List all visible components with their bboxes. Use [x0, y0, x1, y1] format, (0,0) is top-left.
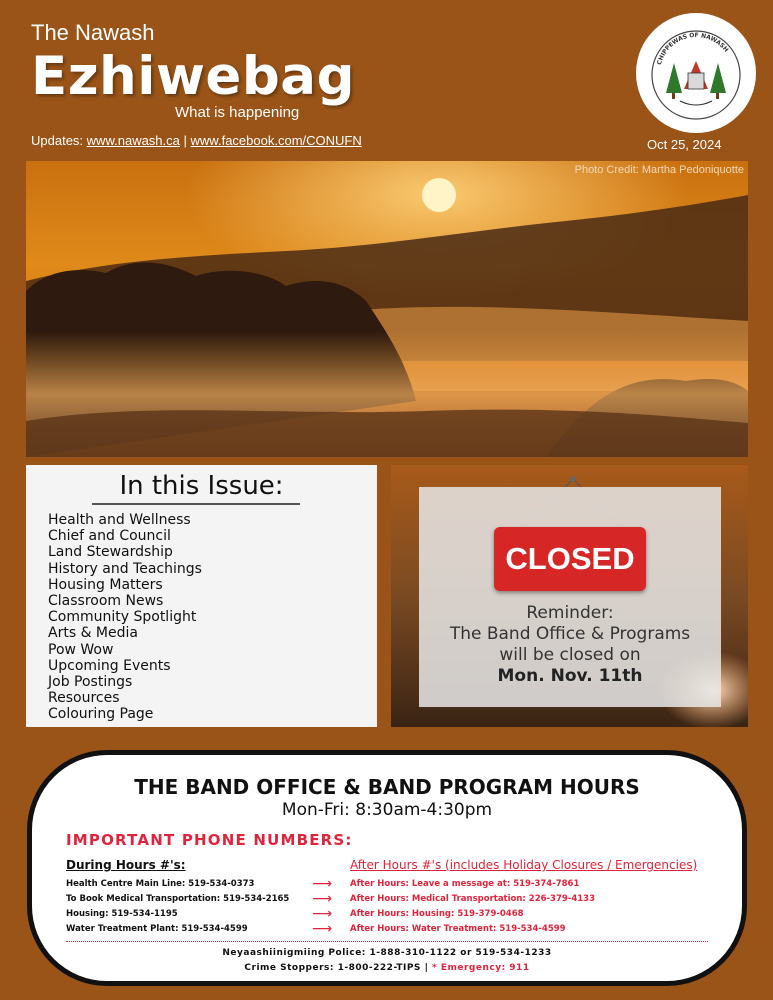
phone-row: [66, 921, 726, 939]
reminder-label: Reminder:: [526, 603, 614, 623]
issue-date: Oct 25, 2024: [647, 137, 722, 152]
list-item: Land Stewardship: [48, 544, 173, 561]
logo-seal-icon: [636, 13, 756, 133]
after-hours-number: After Hours: Leave a message at: 519-374-7861: [350, 879, 580, 889]
police-number: Neyaashiinigmiing Police: 1-888-310-1122 or 519-534-1233: [222, 948, 552, 958]
newsletter-kicker: The Nawash: [31, 20, 155, 45]
in-this-issue-title: In this Issue:: [119, 471, 284, 501]
arrow-right-icon: ⟶: [312, 876, 333, 892]
reminder-line-2: The Band Office & Programs: [449, 624, 691, 644]
after-hours-number: After Hours: Housing: 519-379-0468: [350, 909, 524, 919]
arrow-right-icon: ⟶: [312, 891, 333, 907]
link-separator: |: [183, 133, 187, 148]
phone-numbers-heading: IMPORTANT PHONE NUMBERS:: [66, 831, 353, 849]
arrow-right-icon: ⟶: [312, 906, 333, 922]
during-hours-number: Housing: 519-534-1195: [66, 909, 178, 919]
list-item: Classroom News: [48, 593, 164, 610]
phone-row: [66, 906, 726, 924]
facebook-link[interactable]: www.facebook.com/CONUFN: [190, 133, 362, 148]
reminder-line-3: will be closed on: [499, 645, 641, 665]
list-item: Health and Wellness: [48, 512, 191, 528]
during-hours-heading: During Hours #'s:: [66, 858, 186, 872]
crime-emergency-line: [32, 963, 742, 973]
newsletter-tagline: What is happening: [175, 104, 300, 121]
issue-contents-list: [48, 512, 202, 723]
phone-row: [66, 876, 726, 894]
website-link[interactable]: www.nawash.ca: [86, 133, 180, 148]
closed-reminder-card: [419, 487, 721, 707]
list-item: History and Teachings: [48, 560, 202, 577]
list-item: Housing Matters: [48, 576, 163, 593]
during-hours-number: Water Treatment Plant: 519-534-4599: [66, 924, 248, 934]
closed-sign: CLOSED: [494, 527, 646, 591]
list-item: Resources: [48, 690, 120, 707]
list-item: Pow Wow: [48, 641, 114, 658]
list-item: Arts & Media: [48, 625, 138, 642]
list-item: Upcoming Events: [48, 657, 171, 674]
during-hours-number: Health Centre Main Line: 519-534-0373: [66, 879, 255, 889]
newsletter-title: Ezhiwebag: [31, 46, 356, 107]
during-hours-number: To Book Medical Transportation: 519-534-2165: [66, 894, 290, 904]
list-item: Job Postings: [48, 674, 133, 691]
after-hours-heading: After Hours #'s (includes Holiday Closures / Emergencies): [350, 858, 698, 872]
after-hours-number: After Hours: Water Treatment: 519-534-4599: [350, 924, 566, 934]
hero-sunrise-photo: [26, 161, 748, 457]
list-item: Chief and Council: [48, 528, 171, 545]
closure-date: Mon. Nov. 11th: [497, 666, 643, 686]
chippewas-of-nawash-logo: [636, 13, 756, 133]
in-this-issue-box: [26, 465, 377, 727]
updates-line: [31, 133, 362, 148]
closed-notice-panel: [391, 465, 748, 727]
updates-label: Updates:: [31, 133, 84, 148]
sunrise-landscape-image: [26, 161, 748, 457]
hours-schedule: Mon-Fri: 8:30am-4:30pm: [281, 800, 493, 820]
title-divider: [92, 503, 300, 505]
emergency-number: * Emergency: 911: [432, 963, 530, 973]
list-item: Community Spotlight: [48, 609, 197, 626]
photo-credit: Photo Credit: Martha Pedoniquotte: [574, 164, 744, 176]
hours-title: THE BAND OFFICE & BAND PROGRAM HOURS: [134, 775, 640, 799]
logo-text: CHIPPEWAS OF NAWASH: [655, 31, 730, 66]
dotted-divider: [66, 941, 708, 942]
office-hours-box: [27, 750, 747, 986]
phone-row: [66, 891, 726, 909]
footer-separator: |: [424, 963, 429, 973]
arrow-right-icon: ⟶: [312, 921, 333, 937]
after-hours-number: After Hours: Medical Transportation: 226-379-4133: [350, 894, 595, 904]
list-item: Colouring Page: [48, 706, 154, 723]
crime-stoppers-number: Crime Stoppers: 1-800-222-TIPS: [244, 963, 421, 973]
closed-reminder-text: [419, 603, 721, 687]
